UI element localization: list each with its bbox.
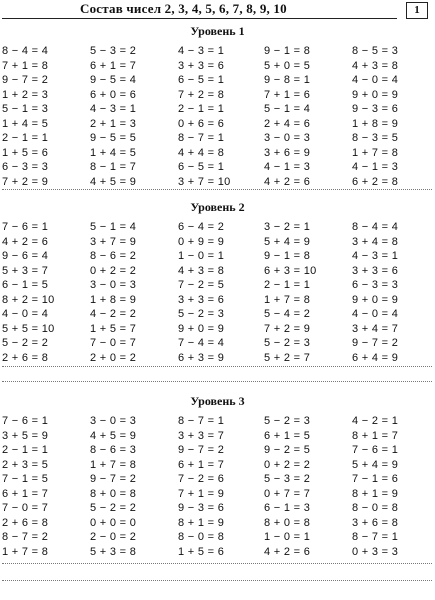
equation: 5 + 4 = 9 [264, 235, 311, 248]
equation: 6 − 3 = 3 [352, 279, 399, 291]
equation: 3 − 2 = 1 [264, 221, 311, 233]
equation: 6 + 1 = 7 [178, 458, 225, 471]
equation: 5 − 1 = 3 [2, 103, 49, 115]
equation: 7 − 6 = 1 [352, 444, 399, 456]
equation: 2 + 3 = 5 [2, 458, 49, 471]
equation: 1 + 4 = 5 [90, 146, 137, 159]
level-title: Уровень 3 [190, 394, 245, 408]
equation: 8 − 5 = 3 [352, 45, 399, 57]
equation: 4 + 5 = 9 [90, 175, 137, 188]
equation: 8 − 4 = 4 [352, 221, 399, 233]
equation: 4 + 2 = 6 [2, 235, 49, 248]
answer-line [2, 189, 432, 190]
equation: 9 − 1 = 8 [264, 250, 311, 262]
equation: 9 − 7 = 2 [2, 74, 49, 86]
equation: 6 − 1 = 5 [2, 279, 49, 291]
equation: 1 + 7 = 8 [90, 458, 137, 471]
equation: 9 + 0 = 9 [352, 293, 399, 306]
equation: 2 + 6 = 8 [2, 516, 49, 529]
equation: 3 + 3 = 6 [178, 293, 225, 306]
equation: 9 − 1 = 8 [264, 45, 311, 57]
equation: 8 − 7 = 1 [352, 531, 399, 543]
equation: 3 − 0 = 3 [264, 132, 311, 144]
equation: 3 + 7 = 10 [178, 175, 231, 188]
exercise-column [264, 220, 349, 365]
equation: 0 + 3 = 3 [352, 545, 399, 558]
equation: 2 − 1 = 1 [2, 444, 49, 456]
equation: 5 − 4 = 2 [264, 308, 311, 320]
equation: 9 − 7 = 2 [352, 337, 399, 349]
page-number-box: 1 [406, 2, 428, 19]
equation: 5 − 2 = 3 [178, 308, 225, 320]
equation: 7 + 2 = 8 [178, 88, 225, 101]
equation: 1 + 8 = 9 [90, 293, 137, 306]
equation: 9 − 6 = 4 [2, 250, 49, 262]
equation: 5 + 5 = 10 [2, 322, 55, 335]
equation: 4 + 3 = 8 [352, 59, 399, 72]
equation: 6 − 1 = 3 [264, 502, 311, 514]
answer-line [2, 580, 432, 581]
equation: 9 − 3 = 6 [178, 502, 225, 514]
equation: 5 + 3 = 8 [90, 545, 137, 558]
equation: 4 + 2 = 6 [264, 175, 311, 188]
equation: 3 + 5 = 9 [2, 429, 49, 442]
equation: 6 − 5 = 1 [178, 161, 225, 173]
header-rule [2, 18, 397, 19]
equation: 4 − 3 = 1 [178, 45, 225, 57]
exercise-column [90, 414, 175, 559]
equation: 5 − 3 = 2 [90, 45, 137, 57]
equation: 1 + 7 = 8 [352, 146, 399, 159]
equation: 4 − 0 = 4 [352, 308, 399, 320]
equation: 1 + 8 = 9 [352, 117, 399, 130]
equation: 4 − 1 = 3 [264, 161, 311, 173]
equation: 0 + 7 = 7 [264, 487, 311, 500]
equation: 5 − 2 = 2 [2, 337, 49, 349]
equation: 0 + 6 = 6 [178, 117, 225, 130]
equation: 0 + 9 = 9 [178, 235, 225, 248]
equation: 3 + 4 = 8 [352, 235, 399, 248]
equation: 7 − 4 = 4 [178, 337, 225, 349]
equation: 1 + 7 = 8 [264, 293, 311, 306]
equation: 8 − 7 = 1 [178, 415, 225, 427]
equation: 3 + 3 = 7 [178, 429, 225, 442]
equation: 1 + 2 = 3 [2, 88, 49, 101]
equation: 5 + 2 = 7 [264, 351, 311, 364]
exercise-column [90, 44, 175, 189]
equation: 0 + 0 = 0 [90, 516, 137, 529]
exercise-column [352, 44, 435, 189]
equation: 7 + 1 = 6 [264, 88, 311, 101]
equation: 6 + 1 = 7 [2, 487, 49, 500]
equation: 4 − 0 = 4 [352, 74, 399, 86]
equation: 9 − 5 = 5 [90, 132, 137, 144]
equation: 6 + 1 = 5 [264, 429, 311, 442]
equation: 6 − 3 = 3 [2, 161, 49, 173]
equation: 8 − 4 = 4 [2, 45, 49, 57]
exercise-column [178, 414, 263, 559]
equation: 1 + 4 = 5 [2, 117, 49, 130]
equation: 9 − 7 = 2 [178, 444, 225, 456]
equation: 6 − 5 = 1 [178, 74, 225, 86]
equation: 8 + 1 = 9 [352, 487, 399, 500]
equation: 6 + 3 = 10 [264, 264, 317, 277]
equation: 7 − 0 = 7 [90, 337, 137, 349]
equation: 5 + 4 = 9 [352, 458, 399, 471]
equation: 5 − 2 = 3 [264, 337, 311, 349]
equation: 3 + 6 = 9 [264, 146, 311, 159]
equation: 7 + 1 = 9 [178, 487, 225, 500]
equation: 8 − 3 = 5 [352, 132, 399, 144]
equation: 5 − 2 = 2 [90, 502, 137, 514]
exercise-column [90, 220, 175, 365]
equation: 9 − 2 = 5 [264, 444, 311, 456]
equation: 8 + 2 = 10 [2, 293, 55, 306]
level-title: Уровень 1 [190, 24, 245, 38]
equation: 1 + 5 = 6 [178, 545, 225, 558]
exercise-column [2, 220, 87, 365]
answer-line [2, 381, 432, 382]
equation: 3 − 0 = 3 [90, 279, 137, 291]
equation: 8 − 6 = 2 [90, 250, 137, 262]
equation: 7 − 2 = 6 [178, 473, 225, 485]
equation: 0 + 2 = 2 [264, 458, 311, 471]
page-header [0, 0, 435, 18]
equation: 8 − 6 = 3 [90, 444, 137, 456]
equation: 4 + 5 = 9 [90, 429, 137, 442]
equation: 8 + 1 = 9 [178, 516, 225, 529]
equation: 9 − 7 = 2 [90, 473, 137, 485]
equation: 4 − 3 = 1 [352, 250, 399, 262]
equation: 9 − 8 = 1 [264, 74, 311, 86]
equation: 2 − 1 = 1 [264, 279, 311, 291]
equation: 8 − 7 = 1 [178, 132, 225, 144]
equation: 9 − 3 = 6 [352, 103, 399, 115]
equation: 6 + 3 = 9 [178, 351, 225, 364]
exercise-column [178, 220, 263, 365]
equation: 5 − 1 = 4 [264, 103, 311, 115]
equation: 5 − 1 = 4 [90, 221, 137, 233]
equation: 4 − 1 = 3 [352, 161, 399, 173]
equation: 0 + 2 = 2 [90, 264, 137, 277]
equation: 1 + 7 = 8 [2, 545, 49, 558]
equation: 6 − 4 = 2 [178, 221, 225, 233]
equation: 2 + 1 = 3 [90, 117, 137, 130]
exercise-column [352, 414, 435, 559]
equation: 7 + 1 = 8 [2, 59, 49, 72]
equation: 8 − 0 = 8 [178, 531, 225, 543]
equation: 7 − 1 = 6 [352, 473, 399, 485]
equation: 8 + 1 = 7 [352, 429, 399, 442]
page-title: Состав чисел 2, 3, 4, 5, 6, 7, 8, 9, 10 [80, 1, 287, 16]
equation: 3 + 4 = 7 [352, 322, 399, 335]
equation: 4 + 4 = 8 [178, 146, 225, 159]
equation: 5 − 2 = 3 [264, 415, 311, 427]
equation: 2 + 4 = 6 [264, 117, 311, 130]
exercise-column [264, 414, 349, 559]
equation: 7 − 1 = 5 [2, 473, 49, 485]
equation: 5 + 3 = 7 [2, 264, 49, 277]
equation: 8 − 7 = 2 [2, 531, 49, 543]
equation: 7 − 2 = 5 [178, 279, 225, 291]
equation: 1 − 0 = 1 [264, 531, 311, 543]
equation: 2 − 1 = 1 [2, 132, 49, 144]
exercise-column [178, 44, 263, 189]
exercise-column [2, 44, 87, 189]
equation: 6 + 1 = 7 [90, 59, 137, 72]
equation: 9 + 0 = 9 [178, 322, 225, 335]
equation: 4 − 2 = 1 [352, 415, 399, 427]
exercise-column [264, 44, 349, 189]
equation: 7 − 6 = 1 [2, 221, 49, 233]
answer-line [2, 563, 432, 564]
equation: 9 − 5 = 4 [90, 74, 137, 86]
equation: 6 + 4 = 9 [352, 351, 399, 364]
equation: 6 + 0 = 6 [90, 88, 137, 101]
exercise-column [352, 220, 435, 365]
equation: 4 + 3 = 8 [178, 264, 225, 277]
equation: 1 + 5 = 7 [90, 322, 137, 335]
equation: 8 − 1 = 7 [90, 161, 137, 173]
equation: 2 − 0 = 2 [90, 531, 137, 543]
equation: 8 + 0 = 8 [90, 487, 137, 500]
equation: 2 + 0 = 2 [90, 351, 137, 364]
equation: 4 − 2 = 2 [90, 308, 137, 320]
equation: 4 + 2 = 6 [264, 545, 311, 558]
equation: 2 − 1 = 1 [178, 103, 225, 115]
equation: 3 + 6 = 8 [352, 516, 399, 529]
equation: 8 − 0 = 8 [352, 502, 399, 514]
equation: 9 + 0 = 9 [352, 88, 399, 101]
answer-line [2, 366, 432, 367]
equation: 7 − 0 = 7 [2, 502, 49, 514]
equation: 5 + 0 = 5 [264, 59, 311, 72]
equation: 3 + 7 = 9 [90, 235, 137, 248]
equation: 4 − 3 = 1 [90, 103, 137, 115]
equation: 4 − 0 = 4 [2, 308, 49, 320]
equation: 7 + 2 = 9 [264, 322, 311, 335]
equation: 7 + 2 = 9 [2, 175, 49, 188]
equation: 3 + 3 = 6 [178, 59, 225, 72]
equation: 3 − 0 = 3 [90, 415, 137, 427]
level-title: Уровень 2 [190, 200, 245, 214]
equation: 3 + 3 = 6 [352, 264, 399, 277]
equation: 5 − 3 = 2 [264, 473, 311, 485]
equation: 8 + 0 = 8 [264, 516, 311, 529]
equation: 1 + 5 = 6 [2, 146, 49, 159]
equation: 6 + 2 = 8 [352, 175, 399, 188]
exercise-column [2, 414, 87, 559]
equation: 1 − 0 = 1 [178, 250, 225, 262]
equation: 7 − 6 = 1 [2, 415, 49, 427]
equation: 2 + 6 = 8 [2, 351, 49, 364]
